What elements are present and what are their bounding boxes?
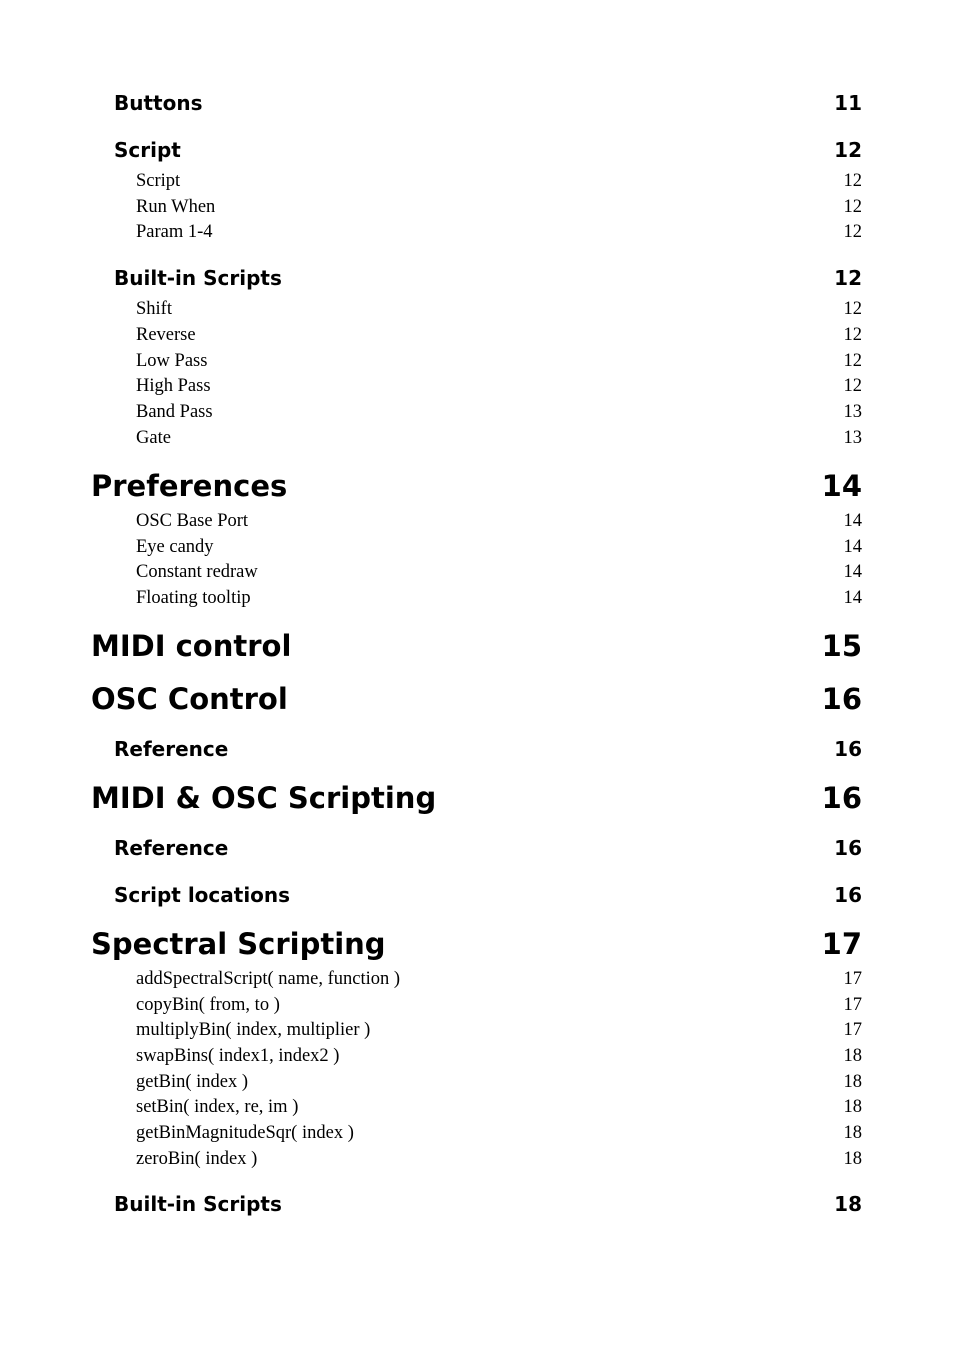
toc-entry-label: setBin( index, re, im ) bbox=[136, 1097, 299, 1117]
toc-entry-label: Buttons bbox=[114, 91, 203, 115]
toc-entry-label: Eye candy bbox=[136, 537, 214, 557]
toc-entry-page: 16 bbox=[834, 836, 862, 860]
toc-entry-page: 17 bbox=[843, 995, 862, 1015]
toc-entry-label: multiplyBin( index, multiplier ) bbox=[136, 1020, 371, 1040]
toc-entry-spectral-scripting[interactable] bbox=[91, 927, 862, 961]
toc-entry-midi-osc-scripting[interactable] bbox=[91, 781, 862, 815]
toc-entry-low-pass[interactable] bbox=[136, 351, 862, 372]
toc-entry-page: 16 bbox=[834, 883, 862, 907]
toc-entry-page: 12 bbox=[834, 138, 862, 162]
toc-entry-page: 18 bbox=[834, 1192, 862, 1216]
toc-entry-osc-reference[interactable] bbox=[114, 737, 862, 761]
toc-entry-page: 12 bbox=[834, 266, 862, 290]
toc-entry-multiply-bin[interactable] bbox=[136, 1020, 862, 1041]
toc-entry-page: 15 bbox=[821, 629, 862, 663]
toc-entry-high-pass[interactable] bbox=[136, 376, 862, 397]
toc-entry-label: OSC Control bbox=[91, 682, 288, 716]
toc-entry-label: Spectral Scripting bbox=[91, 927, 386, 961]
toc-entry-swap-bins[interactable] bbox=[136, 1046, 862, 1067]
toc-entry-label: Reverse bbox=[136, 325, 196, 345]
toc-entry-page: 14 bbox=[821, 469, 862, 503]
toc-entry-label: MIDI & OSC Scripting bbox=[91, 781, 437, 815]
toc-entry-page: 12 bbox=[843, 171, 862, 191]
toc-entry-page: 14 bbox=[843, 588, 862, 608]
toc-entry-page: 16 bbox=[834, 737, 862, 761]
toc-entry-scripting-reference[interactable] bbox=[114, 836, 862, 860]
toc-entry-label: Reference bbox=[114, 737, 229, 761]
toc-entry-label: Gate bbox=[136, 428, 171, 448]
toc-entry-add-spectral-script[interactable] bbox=[136, 969, 862, 990]
toc-entry-preferences[interactable] bbox=[91, 469, 862, 503]
toc-entry-page: 12 bbox=[843, 376, 862, 396]
toc-entry-label: addSpectralScript( name, function ) bbox=[136, 969, 401, 989]
toc-entry-label: Reference bbox=[114, 836, 229, 860]
toc-entry-page: 18 bbox=[843, 1123, 862, 1143]
toc-entry-label: Script bbox=[114, 138, 181, 162]
toc-entry-label: zeroBin( index ) bbox=[136, 1149, 258, 1169]
toc-entry-page: 16 bbox=[821, 682, 862, 716]
toc-entry-label: Param 1-4 bbox=[136, 222, 213, 242]
toc-entry-midi-control[interactable] bbox=[91, 629, 862, 663]
toc-entry-label: Shift bbox=[136, 299, 172, 319]
toc-entry-page: 12 bbox=[843, 197, 862, 217]
toc-entry-label: Run When bbox=[136, 197, 216, 217]
toc-entry-page: 17 bbox=[821, 927, 862, 961]
toc-entry-label: copyBin( from, to ) bbox=[136, 995, 280, 1015]
toc-entry-get-bin-magnitude-sqr[interactable] bbox=[136, 1123, 862, 1144]
toc-entry-label: MIDI control bbox=[91, 629, 292, 663]
toc-entry-label: getBin( index ) bbox=[136, 1072, 249, 1092]
toc-entry-copy-bin[interactable] bbox=[136, 995, 862, 1016]
toc-entry-label: Built-in Scripts bbox=[114, 266, 282, 290]
toc-entry-page: 12 bbox=[843, 222, 862, 242]
toc-entry-page: 14 bbox=[843, 562, 862, 582]
toc-entry-set-bin[interactable] bbox=[136, 1097, 862, 1118]
toc-entry-built-in-scripts[interactable] bbox=[114, 266, 862, 290]
toc-entry-page: 17 bbox=[843, 1020, 862, 1040]
toc-entry-page: 12 bbox=[843, 299, 862, 319]
toc-entry-label: OSC Base Port bbox=[136, 511, 249, 531]
toc-entry-page: 14 bbox=[843, 511, 862, 531]
toc-entry-page: 17 bbox=[843, 969, 862, 989]
toc-entry-page: 13 bbox=[843, 402, 862, 422]
toc-entry-eye-candy[interactable] bbox=[136, 537, 862, 558]
toc-entry-floating-tooltip[interactable] bbox=[136, 588, 862, 609]
toc-entry-gate[interactable] bbox=[136, 428, 862, 449]
toc-entry-shift[interactable] bbox=[136, 299, 862, 320]
toc-entry-osc-control[interactable] bbox=[91, 682, 862, 716]
toc-entry-run-when[interactable] bbox=[136, 197, 862, 218]
toc-entry-label: Floating tooltip bbox=[136, 588, 251, 608]
toc-entry-label: Preferences bbox=[91, 469, 288, 503]
toc-entry-zero-bin[interactable] bbox=[136, 1149, 862, 1170]
toc-entry-script[interactable] bbox=[136, 171, 862, 192]
toc-entry-label: Script bbox=[136, 171, 181, 191]
toc-entry-page: 12 bbox=[843, 325, 862, 345]
toc-entry-reverse[interactable] bbox=[136, 325, 862, 346]
toc-entry-page: 18 bbox=[843, 1097, 862, 1117]
toc-entry-label: Band Pass bbox=[136, 402, 213, 422]
toc-entry-page: 11 bbox=[834, 91, 862, 115]
toc-entry-band-pass[interactable] bbox=[136, 402, 862, 423]
toc-entry-page: 13 bbox=[843, 428, 862, 448]
toc-entry-label: Script locations bbox=[114, 883, 291, 907]
toc-entry-label: Low Pass bbox=[136, 351, 208, 371]
toc-entry-label: Constant redraw bbox=[136, 562, 258, 582]
toc-entry-constant-redraw[interactable] bbox=[136, 562, 862, 583]
toc-entry-script-section[interactable] bbox=[114, 138, 862, 162]
toc-entry-page: 18 bbox=[843, 1072, 862, 1092]
toc-entry-param[interactable] bbox=[136, 222, 862, 243]
toc-entry-page: 12 bbox=[843, 351, 862, 371]
toc-entry-label: High Pass bbox=[136, 376, 211, 396]
toc-entry-label: Built-in Scripts bbox=[114, 1192, 282, 1216]
toc-entry-page: 18 bbox=[843, 1149, 862, 1169]
toc-entry-label: swapBins( index1, index2 ) bbox=[136, 1046, 340, 1066]
toc-entry-page: 14 bbox=[843, 537, 862, 557]
toc-entry-osc-base-port[interactable] bbox=[136, 511, 862, 532]
toc-entry-script-locations[interactable] bbox=[114, 883, 862, 907]
toc-entry-label: getBinMagnitudeSqr( index ) bbox=[136, 1123, 354, 1143]
toc-entry-page: 16 bbox=[821, 781, 862, 815]
toc-entry-spectral-built-in-scripts[interactable] bbox=[114, 1192, 862, 1216]
toc-entry-get-bin[interactable] bbox=[136, 1072, 862, 1093]
toc-entry-buttons[interactable] bbox=[114, 91, 862, 115]
toc-entry-page: 18 bbox=[843, 1046, 862, 1066]
